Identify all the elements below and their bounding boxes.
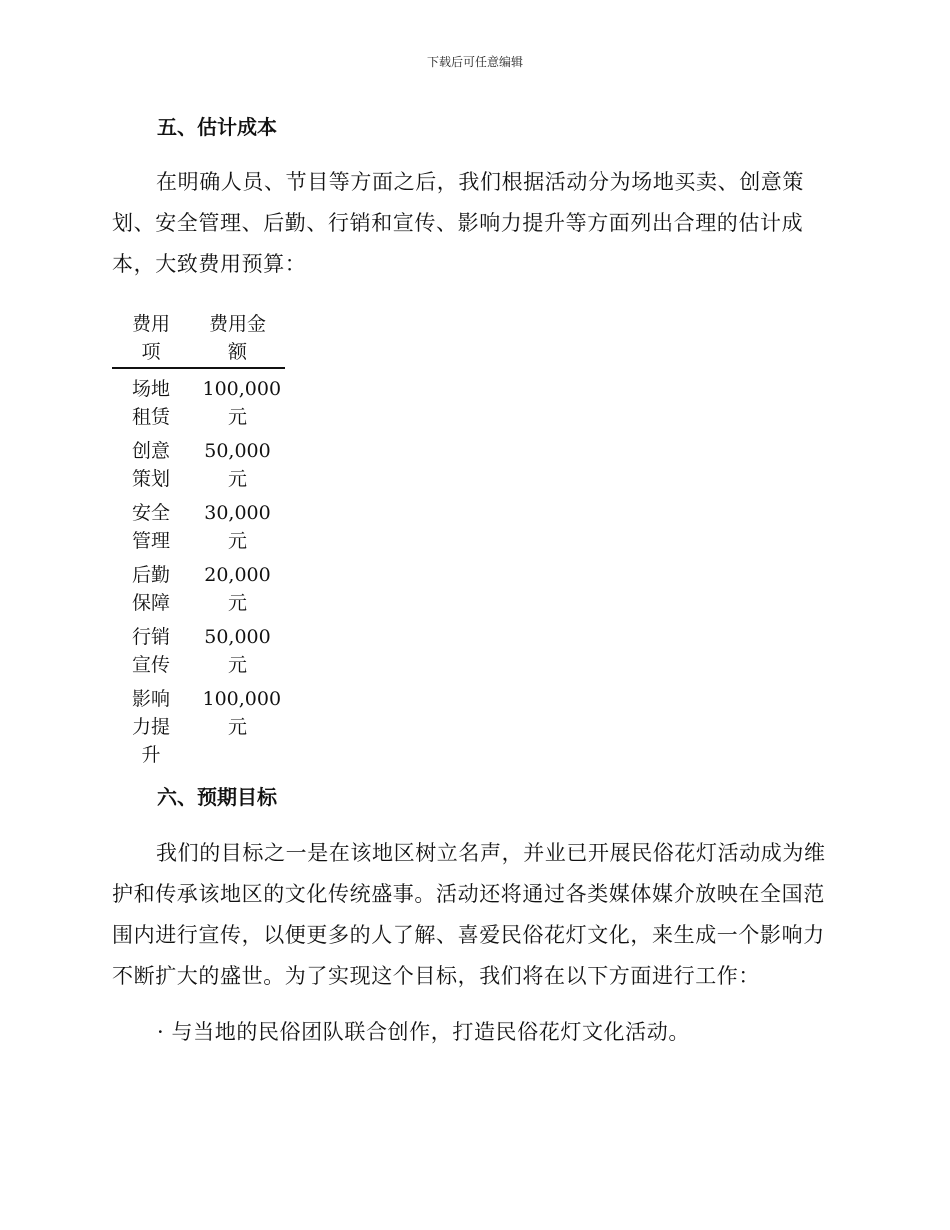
cost-table-header-row	[112, 310, 285, 368]
table-row	[112, 493, 285, 555]
cost-table	[112, 310, 285, 769]
section-5-heading: 五、估计成本	[157, 115, 277, 139]
table-row	[112, 555, 285, 617]
cost-amount: 50,000元	[204, 626, 271, 676]
bullet-item: · 与当地的民俗团队联合创作，打造民俗花灯文化活动。	[157, 1020, 690, 1044]
table-row	[112, 679, 285, 769]
cost-item: 安全管理	[131, 502, 170, 552]
cost-item: 场地租赁	[131, 378, 170, 428]
cost-item: 影响力提升	[131, 688, 170, 766]
cost-amount: 30,000元	[204, 502, 271, 552]
cost-item: 行销宣传	[131, 626, 170, 676]
section-6-heading: 六、预期目标	[157, 785, 277, 809]
table-row	[112, 617, 285, 679]
column-header-item: 费用项	[112, 310, 190, 368]
cost-item: 创意策划	[131, 440, 170, 490]
table-row	[112, 368, 285, 431]
page-header: 下载后可任意编辑	[426, 55, 523, 69]
cost-amount: 100,000元	[202, 688, 282, 738]
cost-amount: 50,000元	[204, 440, 271, 490]
cost-amount: 100,000元	[202, 378, 282, 428]
table-row	[112, 431, 285, 493]
section-6-paragraph: 我们的目标之一是在该地区树立名声，并业已开展民俗花灯活动成为维护和传承该地区的文化传统盛事。活动还将通过各类媒体媒介放映在全国范围内进行宣传，以便更多的人了解、喜爱民俗花灯文化，来生成一个影响力不断扩大的盛世。为了实现这个目标，我们将在以下方面进行工作：	[112, 841, 826, 988]
cost-amount: 20,000元	[204, 564, 271, 614]
column-header-amount: 费用金额	[190, 310, 285, 368]
section-5-paragraph: 在明确人员、节目等方面之后，我们根据活动分为场地买卖、创意策划、安全管理、后勤、行销和宣传、影响力提升等方面列出合理的估计成本，大致费用预算：	[112, 170, 804, 276]
cost-item: 后勤保障	[131, 564, 170, 614]
